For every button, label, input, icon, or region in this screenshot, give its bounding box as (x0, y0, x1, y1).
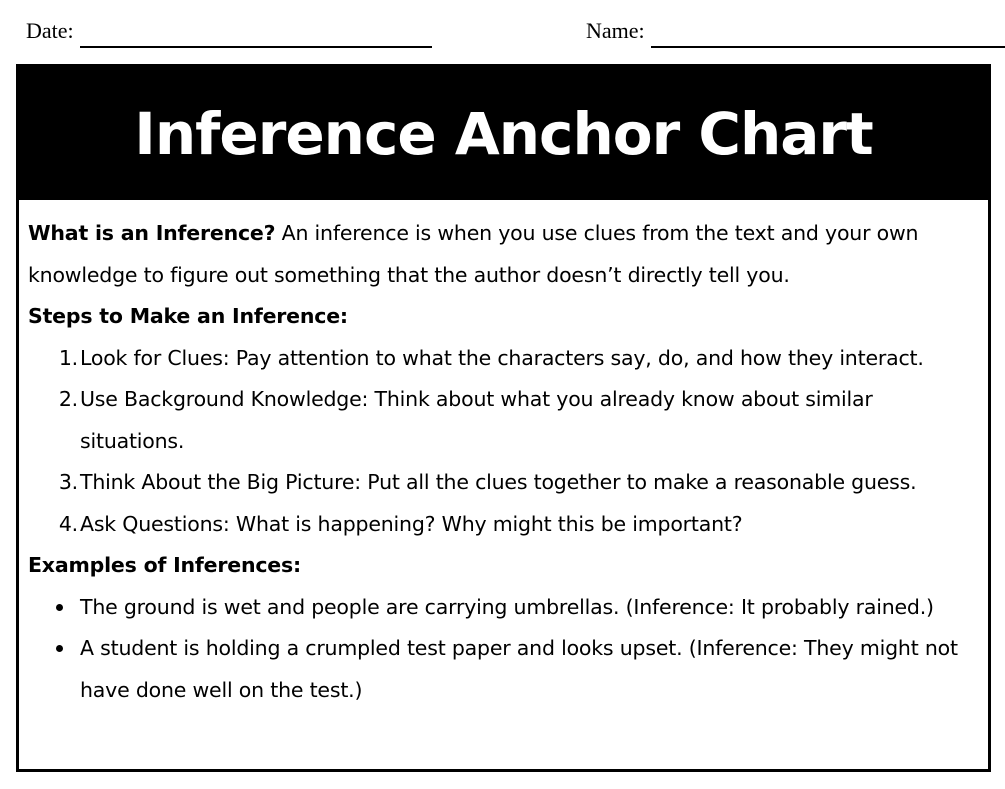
steps-list (28, 338, 968, 546)
date-blank-line[interactable] (80, 46, 432, 48)
definition-term: What is an Inference? (28, 221, 276, 245)
step-number: 1. (58, 345, 78, 370)
name-blank-line[interactable] (651, 46, 1005, 48)
step-number: 3. (58, 470, 78, 494)
step-number: 4. (58, 511, 78, 536)
example-item (28, 628, 968, 711)
steps-heading: Steps to Make an Inference: (28, 304, 348, 328)
worksheet-header (0, 14, 1005, 54)
bullet-icon (56, 604, 63, 611)
example-text: A student is holding a crumpled test paper and looks upset. (Inference: They might not have done well on the test.) (80, 636, 958, 702)
step-text: Think About the Big Picture: Put all the clues together to make a reasonable guess. (80, 470, 917, 494)
date-label: Date: (26, 18, 74, 43)
step-text: Use Background Knowledge: Think about what you already know about similar situations. (80, 387, 873, 453)
example-item (28, 587, 968, 629)
step-text: Look for Clues: Pay attention to what the characters say, do, and how they interact. (80, 345, 924, 370)
example-text: The ground is wet and people are carrying umbrellas. (Inference: It probably rained.) (80, 594, 934, 619)
chart-content (28, 213, 968, 711)
step-item (28, 462, 968, 504)
title-bar (19, 67, 988, 200)
step-number: 2. (58, 387, 78, 411)
page-title: Inference Anchor Chart (134, 99, 873, 168)
step-item (28, 338, 968, 380)
definition-text: An inference is when you use clues from the text and your own knowledge to figure out something that the author doesn’t directly tell you. (28, 221, 919, 287)
step-text: Ask Questions: What is happening? Why might this be important? (80, 511, 743, 536)
step-item (28, 504, 968, 546)
step-item (28, 379, 968, 462)
examples-heading: Examples of Inferences: (28, 553, 302, 577)
definition-paragraph (28, 213, 968, 296)
bullet-icon (56, 645, 63, 652)
anchor-chart-box (16, 64, 991, 772)
name-label: Name: (586, 18, 645, 43)
examples-list (28, 587, 968, 712)
